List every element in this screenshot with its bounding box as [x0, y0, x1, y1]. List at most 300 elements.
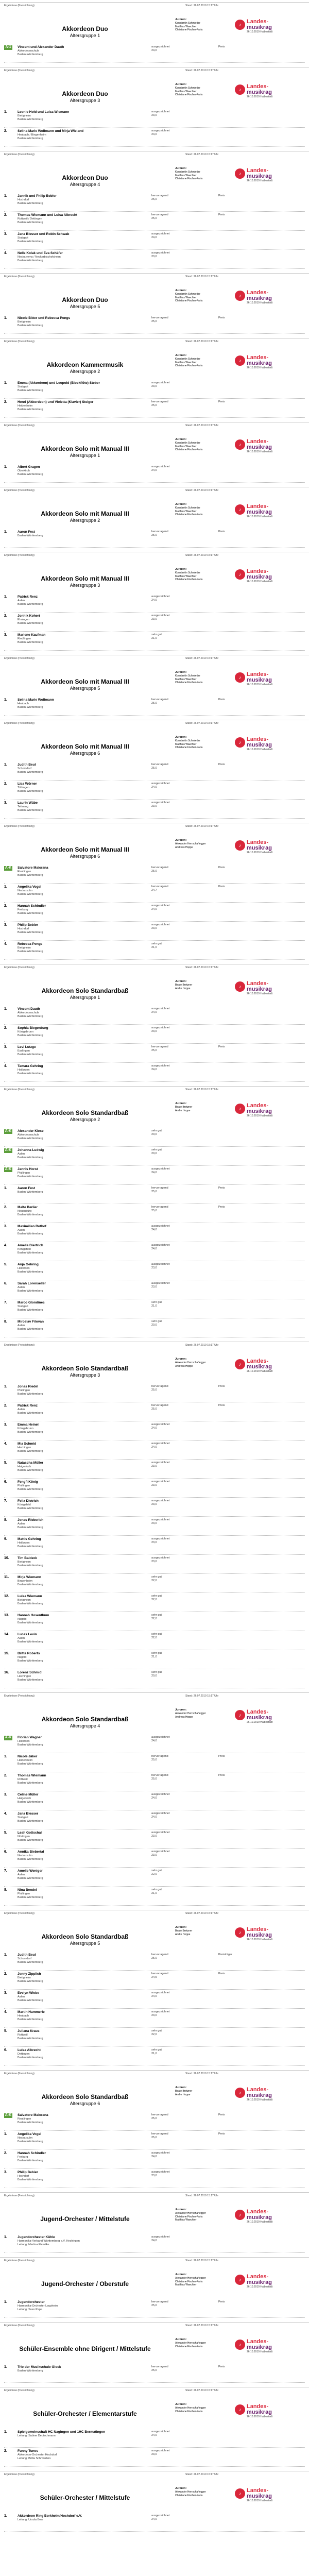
placement: 1. [4, 530, 7, 534]
participant-detail: Baden-Württemberg [18, 1895, 43, 1899]
jury-member: Matthias Waechter [175, 90, 197, 93]
result-row [0, 399, 309, 417]
participant-name: Nicole Bitter und Rebecca Pongs [18, 316, 71, 320]
jury-title: Juroren: [175, 2208, 187, 2211]
result-section [0, 422, 309, 485]
result-row [0, 1868, 309, 1886]
participant-detail: Aalen [18, 1324, 25, 1327]
result-row [0, 1555, 309, 1573]
placement: 1. [4, 2235, 7, 2239]
prize [218, 1831, 270, 1846]
placement: 7. [4, 1869, 7, 1873]
participant-detail: Baden-Württemberg [18, 472, 43, 476]
participant-detail: Baden-Württemberg [18, 240, 43, 243]
event-logo [235, 840, 286, 855]
rating [151, 316, 218, 332]
participant-name: Jonhik Kohert [18, 614, 40, 618]
logo-seal-icon: ♪ [235, 291, 245, 301]
rating [151, 866, 218, 882]
rating [151, 1831, 218, 1846]
row-divider [4, 482, 305, 483]
jury-list [175, 671, 237, 685]
prize: Preis [218, 2365, 225, 2368]
rating-value: hervorragend [151, 1385, 168, 1388]
participant [18, 1148, 151, 1164]
logo-date: 26.10.2019 Halbestadt [247, 2221, 273, 2224]
rating-value: ausgezeichnet [151, 1263, 170, 1266]
logo-mark [235, 2404, 286, 2415]
jury-member: Matthias Waechter [175, 574, 197, 578]
jury-member: Beate Bretzner [175, 2090, 193, 2093]
logo-date: 26.10.2019 Halbestadt [247, 2415, 273, 2418]
row-divider [4, 2382, 305, 2383]
rating-value: 24,7 [151, 889, 157, 892]
placement: 1. [4, 1953, 7, 1957]
rating [151, 1518, 218, 1534]
date-line: Stand: 26.07.2019 15:17 Uhr [185, 722, 219, 725]
logo-wordmark: Landes- musikrag [247, 2338, 272, 2350]
jury-title: Juroren: [175, 18, 187, 21]
logo-seal-icon: ♪ [235, 20, 245, 30]
jury-member: Andre Hoppe [175, 1933, 191, 1936]
row-divider [4, 650, 305, 651]
prize [218, 2449, 270, 2465]
jury-list [175, 839, 237, 849]
participant-detail: Baden-Württemberg [18, 1819, 43, 1823]
rating [151, 1064, 218, 1080]
rating-value: ausgezeichnet [151, 1991, 170, 1994]
category-header [0, 1702, 309, 1734]
category-title: Akkordeon Solo mit Manual III [41, 575, 129, 582]
rating-value: 22,0 [151, 1579, 157, 1583]
participant-detail: Baden-Württemberg [18, 621, 43, 625]
participant-detail: Schorndorf [18, 767, 31, 770]
rating [151, 1991, 218, 2007]
participant-detail: Baden-Württemberg [18, 705, 43, 709]
date-line: Stand: 26.07.2019 15:17 Uhr [185, 1088, 219, 1091]
participant-detail: Leitung: Sven Papa [18, 2308, 43, 2311]
participant-name: Sophia Blegenburg [18, 1026, 48, 1030]
placement: 3. [4, 1423, 7, 1427]
age-group: Altersgruppe 2 [70, 1117, 100, 1123]
participant-detail: Baden-Württemberg [18, 789, 43, 793]
participant-detail: Baden-Württemberg [18, 324, 43, 327]
prize [218, 942, 270, 958]
jury-title: Juroren: [175, 1102, 187, 1105]
rating-value: 25,0 [151, 404, 157, 408]
rating-value: 25,0 [151, 1388, 157, 1392]
logo-wordmark: Landes- musikrag [247, 2403, 272, 2415]
placement: 1. [4, 381, 7, 385]
header-left-text: Ergebnisse (Preisrichtung) [4, 2259, 35, 2262]
rating [151, 129, 218, 145]
participant-detail: Bingenheim [18, 1579, 33, 1583]
prize [218, 1991, 270, 2007]
result-row [0, 903, 309, 921]
rating [151, 1320, 218, 1335]
category-title: Akkordeon Solo Standardbaß [41, 2093, 129, 2100]
prize [218, 1263, 270, 1278]
rating-value: 24,0 [151, 469, 157, 472]
category-header [0, 2332, 309, 2364]
prize [218, 1812, 270, 1827]
category-header [0, 2267, 309, 2299]
event-logo [235, 1927, 286, 1942]
logo-wordmark: Landes- musikrag [247, 290, 272, 301]
rating-value: ausgezeichnet [151, 904, 170, 907]
participant-name: Hannah Hosenthum [18, 1614, 49, 1617]
result-row [0, 212, 309, 230]
rating [151, 1633, 218, 1648]
prize [218, 1480, 270, 1496]
participant-name: Mirja Wiemann [18, 1575, 41, 1579]
prize [218, 801, 270, 817]
participant-name: Patrick Renz [18, 595, 38, 599]
participant-detail: Akkordeonschule [18, 1011, 40, 1014]
rating [151, 1423, 218, 1438]
rating-value: sehr gut [151, 942, 162, 945]
jury-member: Christiane Fischer-Faria [175, 299, 203, 303]
rating-value: 25,0 [151, 767, 157, 770]
rating [151, 2430, 218, 2446]
rating-value: 22,0 [151, 1873, 157, 1876]
participant-name: Jana Blesser und Robin Schwab [18, 232, 70, 236]
logo-seal-icon: ♪ [235, 2404, 245, 2415]
date-line: Stand: 26.07.2019 15:17 Uhr [185, 1344, 219, 1347]
logo-wordmark: Landes- musikrag [247, 568, 272, 580]
row-divider [4, 715, 305, 716]
participant-name: Florian Wagner [18, 1736, 42, 1739]
result-row [0, 2364, 309, 2382]
result-row [0, 1383, 309, 1402]
rating-value: sehr gut [151, 1614, 162, 1617]
rating-value: 23,0 [151, 1030, 157, 1033]
rating-value: ausgezeichnet [151, 2010, 170, 2013]
rating-value: 23,0 [151, 1465, 157, 1468]
participant-name: Luisa Albrecht [18, 2048, 41, 2052]
participant-name: Lorenz Schmid [18, 1671, 42, 1674]
rating [151, 1404, 218, 1419]
rating-value: hervorragend [151, 530, 168, 533]
participant [18, 1301, 151, 1316]
jury-title: Juroren: [175, 671, 187, 674]
logo-date: 26.10.2019 Halbestadt [247, 992, 273, 995]
jury-member: Christiane Fischer-Faria [175, 2215, 203, 2218]
participant [18, 1045, 151, 1061]
sheet-header [0, 1086, 309, 1094]
prize [218, 1064, 270, 1080]
placement: 9. [4, 1537, 7, 1541]
jury-member: Alexander Herrschaftegger [175, 2406, 206, 2410]
logo-mark [235, 1927, 286, 1938]
participant-name: Henri (Akkordeon) und Violetta (Klavier) Steiger [18, 400, 94, 404]
rating-value: 23,0 [151, 1266, 157, 1270]
category-header [0, 2397, 309, 2429]
jury-member: Beate Bretzner [175, 1106, 193, 1109]
rating-value: sehr gut [151, 1888, 162, 1891]
prize: Preis [218, 2113, 225, 2116]
logo-wordmark: Landes- musikrag [247, 2487, 272, 2499]
participant [18, 1537, 151, 1553]
participant [18, 1385, 151, 1400]
logo-mark [235, 1359, 286, 1370]
prize: Preis [218, 1187, 225, 1190]
result-section [0, 2322, 309, 2385]
placement: 8. [4, 1518, 7, 1522]
age-group: Altersgruppe 6 [70, 2101, 100, 2107]
rating-value: 21,0 [151, 1655, 157, 1659]
participant-detail: Baden-Württemberg [18, 1327, 43, 1331]
result-section [0, 1910, 309, 2068]
logo-mark [235, 290, 286, 301]
participant-detail: Heubach [18, 2014, 29, 2018]
participant [18, 1461, 151, 1477]
placement: 2. [4, 129, 7, 133]
rating [151, 698, 218, 714]
participant [18, 2300, 151, 2316]
row-divider [4, 333, 305, 334]
participant-detail: Königsbrunn [18, 1427, 33, 1430]
category-header [0, 2481, 309, 2513]
participant-detail: Baden-Württemberg [18, 1289, 43, 1293]
result-row [0, 865, 309, 883]
result-row [0, 2009, 309, 2027]
rating [151, 1812, 218, 1827]
participant [18, 1972, 151, 1988]
rating-value: hervorragend [151, 2365, 168, 2368]
participant-detail: Baden-Württemberg [18, 408, 43, 411]
logo-seal-icon: ♪ [235, 2275, 245, 2285]
logo-date: 26.10.2019 Halbestadt [247, 1938, 273, 1941]
jury-member: Christiane Fischer-Faria [175, 448, 203, 452]
participant-detail: Ehningen [18, 618, 30, 621]
prize [218, 251, 270, 267]
jury-member: Christiane Fischer-Faria [175, 93, 203, 97]
participant-name: Juliana Kraus [18, 2029, 40, 2033]
jury-member: Christiane Fischer-Faria [175, 177, 203, 181]
rating [151, 381, 218, 397]
participant [18, 1282, 151, 1297]
rating-value: 24,0 [151, 908, 157, 911]
participant-detail: Baden-Württemberg [18, 1857, 43, 1861]
jury-list [175, 83, 237, 97]
rating [151, 251, 218, 267]
logo-mark [235, 2274, 286, 2285]
logo-date: 26.10.2019 Halbestadt [247, 179, 273, 182]
logo-date: 26.10.2019 Halbestadt [247, 580, 273, 583]
participant-detail: Baden-Württemberg [18, 534, 43, 537]
logo-wordmark-line2: musikrag [247, 2409, 272, 2415]
rating-value: 25,0 [151, 1209, 157, 1213]
participant-detail: Freiburg [18, 908, 28, 911]
participant-name: Thomas Wiemann und Luisa Albrecht [18, 213, 77, 217]
prize [218, 1129, 270, 1145]
placement: 7. [4, 1301, 7, 1304]
category-title: Akkordeon Solo Standardbaß [41, 987, 129, 994]
rating [151, 1556, 218, 1572]
participant-detail: Baden-Württemberg [18, 1033, 43, 1037]
participant [18, 2514, 151, 2530]
rating-value: ausgezeichnet [151, 1244, 170, 1247]
rating-value: 25,0 [151, 1957, 157, 1960]
result-section [0, 823, 309, 962]
rating [151, 1793, 218, 1808]
result-row [0, 1791, 309, 1810]
participant-name: Spielgemeinschaft HC Nagingen und 1HC Bermatingen [18, 2430, 106, 2434]
rating [151, 904, 218, 920]
participant [18, 194, 151, 210]
prize [218, 465, 270, 481]
event-logo [235, 439, 286, 454]
logo-seal-icon: ♪ [235, 1104, 245, 1114]
participant-detail: Esslingen [18, 1049, 30, 1053]
placement: 16. [4, 1671, 9, 1674]
rating-value: sehr gut [151, 1652, 162, 1655]
category-header [0, 562, 309, 594]
placement: 1. [4, 1187, 7, 1190]
prize: Preis [218, 2300, 225, 2303]
rating [151, 194, 218, 210]
participant-detail: Baden-Württemberg [18, 1137, 43, 1140]
jury-list [175, 2086, 237, 2096]
participant-name: Jannik und Philip Bebier [18, 194, 57, 198]
participant-name: Philip Bebier [18, 2171, 38, 2174]
rating-value: ausgezeichnet [151, 1480, 170, 1483]
participant [18, 213, 151, 229]
logo-date: 26.10.2019 Halbestadt [247, 2285, 273, 2289]
participant [18, 904, 151, 920]
logo-mark [235, 1709, 286, 1721]
prize [218, 381, 270, 397]
participant [18, 2048, 151, 2064]
placement: 6. [4, 1850, 7, 1854]
jury-member: Matthias Waechter [175, 677, 197, 681]
rating [151, 1461, 218, 1477]
rating-value: hervorragend [151, 316, 168, 319]
logo-wordmark: Landes- musikrag [247, 1709, 272, 1721]
prize [218, 2514, 270, 2530]
rating [151, 763, 218, 778]
participant-detail: Neckarsulm [18, 2136, 33, 2140]
jury-member: Alexander Herrschaftegger [175, 2277, 206, 2280]
logo-wordmark-line2: musikrag [247, 742, 272, 748]
rating-value: ausgezeichnet [151, 1831, 170, 1834]
participant-name: Jenny Zipplich [18, 1972, 41, 1976]
participant-detail: Stuttgart [18, 1816, 28, 1819]
participant-detail: Stuttgart [18, 1304, 28, 1308]
rating-value: 24,0 [151, 1228, 157, 1232]
rating-value: 23,0 [151, 1854, 157, 1857]
participant [18, 866, 151, 882]
result-row [0, 1166, 309, 1184]
category-header [0, 2202, 309, 2234]
sheet-header [0, 487, 309, 495]
jury-title: Juroren: [175, 1926, 187, 1929]
participant [18, 1614, 151, 1629]
participant-detail: Baden-Württemberg [18, 388, 43, 392]
prize [218, 1614, 270, 1629]
result-section [0, 2387, 309, 2469]
jury-list [175, 736, 237, 750]
sheet-header [0, 2322, 309, 2330]
rating [151, 1282, 218, 1297]
rating-value: ausgezeichnet [151, 1537, 170, 1540]
category-header [0, 432, 309, 464]
participant-name: Vincent Dauth [18, 1007, 40, 1011]
rating [151, 1167, 218, 1183]
prize [218, 1556, 270, 1572]
prize [218, 1575, 270, 1591]
prize [218, 1869, 270, 1885]
header-left-text: Ergebnisse (Preisrichtung) [4, 4, 35, 7]
prize [218, 1244, 270, 1259]
result-row [0, 632, 309, 650]
jury-member: Andreas Hoppe [175, 845, 193, 849]
logo-wordmark-line2: musikrag [247, 1364, 272, 1370]
rating-value: 25,0 [151, 1777, 157, 1781]
result-row [0, 1440, 309, 1459]
placement: 1. [4, 110, 7, 114]
participant-detail: Baden-Württemberg [18, 1251, 43, 1255]
rating-value: ausgezeichnet [151, 2171, 170, 2174]
rating-value: 24,0 [151, 1446, 157, 1449]
participant-detail: Hochdorf [18, 927, 29, 930]
rating [151, 1442, 218, 1458]
logo-date: 26.10.2019 Halbestadt [247, 1370, 273, 1373]
participant-detail: Schorndorf [18, 1957, 31, 1960]
result-row [0, 1147, 309, 1165]
rating-value: hervorragend [151, 213, 168, 216]
result-section [0, 151, 309, 271]
placement: 2. [4, 1206, 7, 1209]
logo-wordmark: Landes- musikrag [247, 2209, 272, 2221]
jury-member: Alexander Herrschaftegger [175, 842, 206, 846]
result-row [0, 1280, 309, 1299]
result-section [0, 1342, 309, 1690]
result-row [0, 2112, 309, 2130]
result-row [0, 2299, 309, 2317]
placement: A-K [5, 1148, 12, 1152]
participant [18, 782, 151, 798]
jury-member: Beate Bretzner [175, 984, 193, 987]
jury-list [175, 289, 237, 303]
participant-detail: Baden-Württemberg [18, 1175, 43, 1178]
rating-value: 24,0 [151, 2155, 157, 2159]
age-group: Altersgruppe 2 [70, 369, 100, 375]
rating-value: 25,0 [151, 2369, 157, 2372]
participant-name: Luisa Wiemann [18, 1595, 42, 1598]
result-row [0, 1734, 309, 1753]
category-header [0, 348, 309, 380]
participant-name: Rebecca Pongs [18, 942, 43, 946]
participant [18, 2010, 151, 2026]
participant-name: Angelika Vogel [18, 885, 42, 889]
participant [18, 1595, 151, 1610]
rating-value: 24,0 [151, 1995, 157, 1998]
jury-member: Alexander Herrschaftegger [175, 2342, 206, 2345]
prize [218, 1595, 270, 1610]
participant-name: Anja Gehring [18, 1263, 39, 1266]
participant-detail: Baden-Württemberg [18, 1602, 43, 1605]
date-line: Stand: 26.07.2019 15:17 Uhr [185, 275, 219, 278]
placement: A-K [5, 2113, 12, 2117]
participant-detail: Riedlingen [18, 637, 31, 640]
rating [151, 2029, 218, 2045]
logo-wordmark-line2: musikrag [247, 677, 272, 683]
participant-detail: Baden-Württemberg [18, 1308, 43, 1312]
category-title: Akkordeon Solo Standardbaß [41, 1933, 129, 1940]
age-group: Altersgruppe 2 [70, 518, 100, 523]
